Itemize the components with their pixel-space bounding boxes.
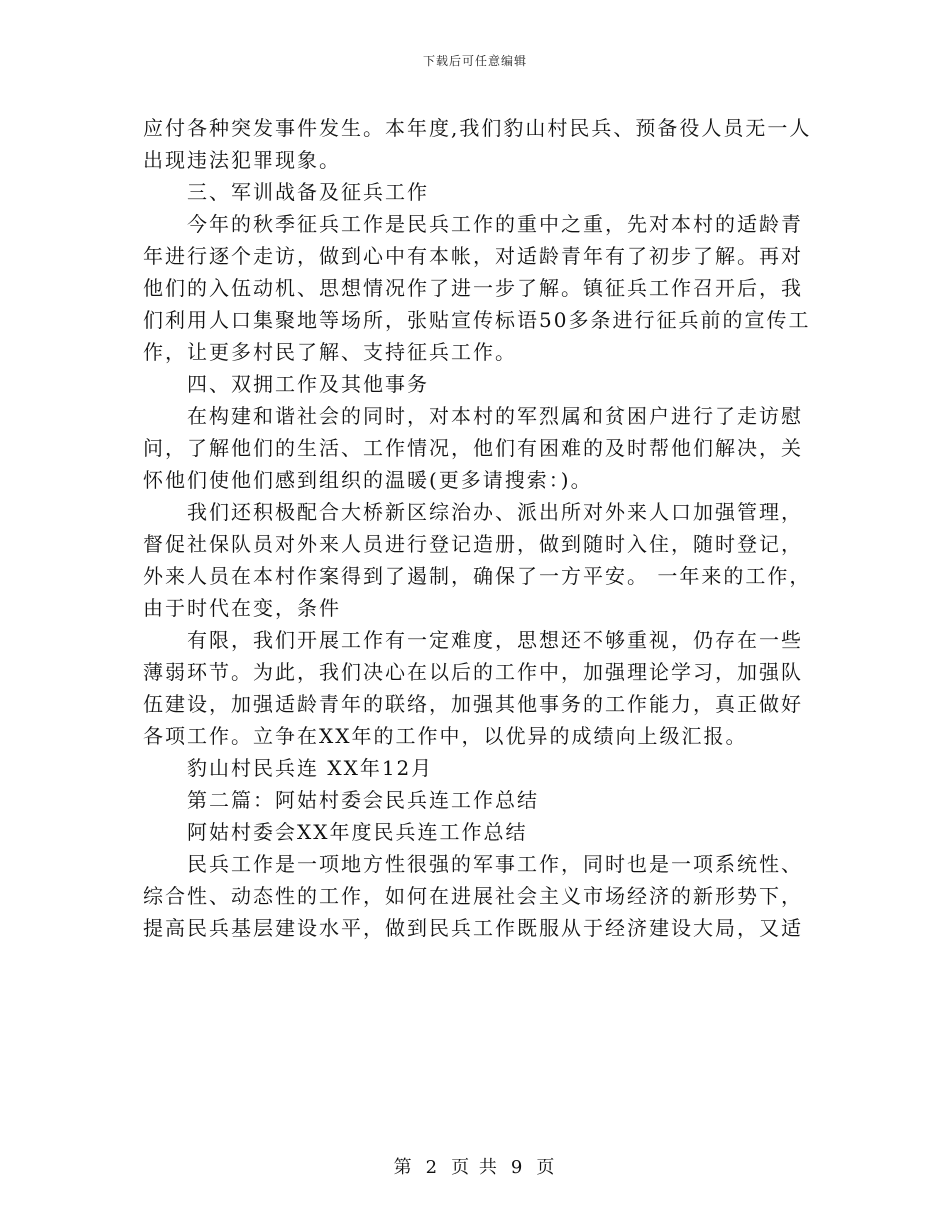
text-line: 出现违法犯罪现象。 [143, 148, 341, 172]
text-line: 薄弱环节。为此，我们决心在以后的工作中，加强理论学习，加强队 [143, 660, 803, 684]
text-line: 督促社保队员对外来人员进行登记造册，做到随时入住，随时登记， [143, 532, 803, 556]
signature-line: 豹山村民兵连 XX年12月 [187, 756, 434, 780]
text-line: 伍建设，加强适龄青年的联络，加强其他事务的工作能力，真正做好 [143, 692, 803, 716]
text-line: 提高民兵基层建设水平，做到民兵工作既服从于经济建设大局，又适 [143, 916, 803, 940]
text-line: 今年的秋季征兵工作是民兵工作的重中之重，先对本村的适龄青 [187, 212, 803, 236]
text-line: 怀他们使他们感到组织的温暖(更多请搜索：)。 [143, 468, 593, 492]
total-page-count: 9 [510, 1157, 525, 1178]
text-line: 民兵工作是一项地方性很强的军事工作，同时也是一项系统性、 [187, 852, 803, 876]
text-line: 我们还积极配合大桥新区综治办、派出所对外来人口加强管理， [187, 500, 803, 524]
section-heading: 四、双拥工作及其他事务 [187, 372, 429, 396]
text-line: 问，了解他们的生活、工作情况，他们有困难的及时帮他们解决，关 [143, 436, 803, 460]
section-heading: 三、军训战备及征兵工作 [187, 180, 429, 204]
text-line: 年进行逐个走访，做到心中有本帐，对适龄青年有了初步了解。再对 [143, 244, 803, 268]
text-line: 应付各种突发事件发生。本年度,我们豹山村民兵、预备役人员无一人 [143, 116, 812, 140]
text-line: 外来人员在本村作案得到了遏制，确保了一方平安。 一年来的工作， [143, 564, 812, 588]
text-line: 有限，我们开展工作有一定难度，思想还不够重视，仍存在一些 [187, 628, 803, 652]
footer-prefix: 第 [393, 1157, 414, 1178]
footer-middle: 页 共 [451, 1157, 499, 1178]
text-line: 们利用人口集聚地等场所，张贴宣传标语50多条进行征兵前的宣传工 [143, 308, 811, 332]
text-line: 综合性、动态性的工作，如何在进展社会主义市场经济的新形势下， [143, 884, 803, 908]
page-footer [0, 1153, 950, 1179]
chapter-heading: 第二篇：阿姑村委会民兵连工作总结 [187, 788, 539, 812]
footer-suffix: 页 [536, 1157, 557, 1178]
text-line: 由于时代在变，条件 [143, 596, 341, 620]
document-body [143, 112, 812, 944]
text-line: 各项工作。立争在XX年的工作中，以优异的成绩向上级汇报。 [143, 724, 748, 748]
header-note: 下载后可任意编辑 [422, 54, 527, 68]
current-page-number: 2 [425, 1157, 440, 1178]
text-line: 作，让更多村民了解、支持征兵工作。 [143, 340, 517, 364]
text-line: 他们的入伍动机、思想情况作了进一步了解。镇征兵工作召开后，我 [143, 276, 803, 300]
text-line: 在构建和谐社会的同时，对本村的军烈属和贫困户进行了走访慰 [187, 404, 803, 428]
document-title: 阿姑村委会XX年度民兵连工作总结 [187, 820, 528, 844]
